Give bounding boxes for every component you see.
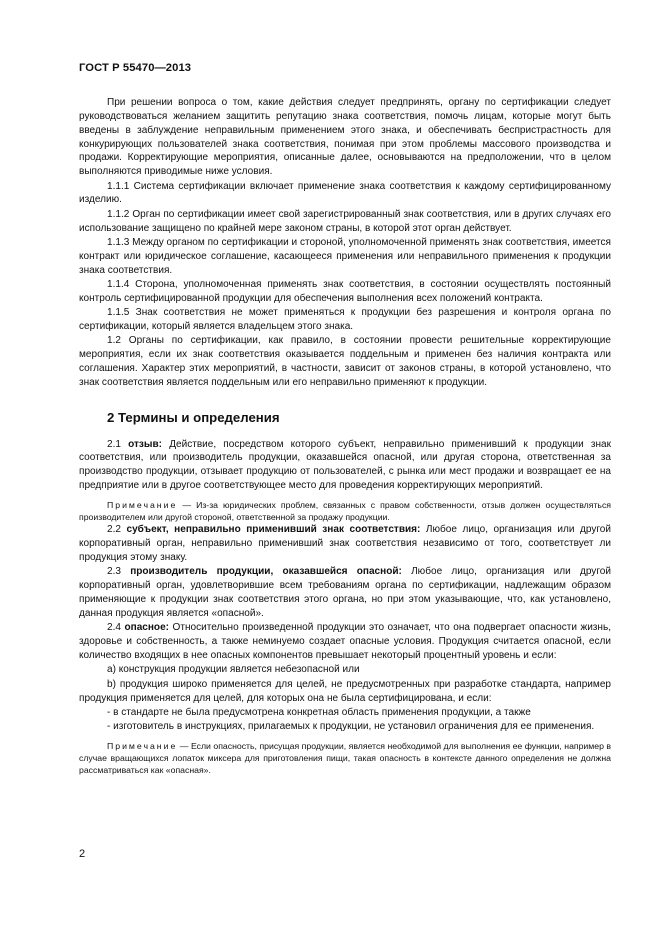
list-item-dash-1: - в стандарте не была предусмотрена конкретная область применения продукции, а также	[107, 706, 531, 718]
list-item-a: a) конструкция продукции является небезопасной или	[107, 664, 360, 676]
term-name: опасное:	[124, 622, 170, 634]
term-number: 2.1	[107, 438, 121, 450]
note-2	[79, 740, 611, 776]
term-2-1	[79, 438, 611, 493]
paragraph-1-1-3: 1.1.3 Между органом по сертификации и стороной, уполномоченной применять знак соответствия, имеется контракт или юридическое соглашение, касающееся применения или неправильного применения к продукции знака соответствия.	[79, 236, 611, 276]
note-text: — Из-за юридических проблем, связанных с правом собственности, отзыв должен осуществляться производителем или другой стороной, ответственной за продажу продукции.	[79, 499, 611, 522]
term-name: отзыв:	[128, 438, 163, 450]
term-definition: Любое лицо, организация или другой корпоративный орган, удовлетворившие всем требованиям органа по сертификации, надлежащим образом применяющие к продукции знак соответствия этого органа, но при этом указывающие, что, как установлено, данная продукция является «опасной».	[79, 566, 611, 619]
paragraph-1-1-5: 1.1.5 Знак соответствия не может применяться к продукции без разрешения и контроля органа по сертификации, который является владельцем этого знака.	[79, 307, 611, 332]
paragraph-1-2: 1.2 Органы по сертификации, как правило, в состоянии провести решительные корректирующие мероприятия, если их знак соответствия оказывается поддельным и применен без наличия контракта или соглашения. Характер этих мероприятий, в частности, зависит от законов страны, в которой установлено, что знак соответствия является поддельным или его неправильно применяют к продукции.	[79, 335, 611, 388]
term-name: субъект, неправильно применивший знак соответствия:	[126, 524, 421, 536]
note-text: — Если опасность, присущая продукции, является необходимой для выполнения ее функции, например в случае вращающихся лопаток миксера для приготовления пищи, такая опасность в контексте данного определения не должна рассматриваться как «опасная».	[79, 741, 612, 776]
document-body	[79, 96, 611, 776]
paragraph-1-1-1: 1.1.1 Система сертификации включает применение знака соответствия к каждому сертифицированному изделию.	[79, 180, 611, 206]
paragraph-intro: При решении вопроса о том, какие действия следует предпринять, органу по сертификации следует руководствоваться желанием защитить репутацию знака соответствия, помочь лицам, которые могут быть введены в заблуждение неправильным применением этого знака, и обеспечивать беспристрастность для конкурирующих пользователей знака соответствия, понимая при этом проблемы массового производства и продажи. Корректирующие мероприятия, описанные далее, основываются на предположении, что в целом выполняются приводимые ниже условия.	[79, 97, 611, 178]
term-2-2	[79, 523, 611, 565]
note-label: Примечание	[107, 741, 178, 752]
list-item-dash-2: - изготовитель в инструкциях, прилагаемых к продукции, не установил ограничения для ее применения.	[107, 721, 595, 733]
section-title: 2 Термины и определения	[107, 409, 280, 425]
note-1	[79, 499, 611, 523]
term-name: производитель продукции, оказавшейся опасной:	[130, 566, 402, 578]
term-definition: Относительно произведенной продукции это означает, что она подвергает опасности жизнь, здоровье и собственность, а также неминуемо создает опасные условия. Продукция считается опасной, если количество входящих в нее опасных компонентов превышает некоторый процентный уровень и если:	[79, 622, 611, 662]
term-number: 2.3	[107, 566, 121, 578]
term-definition: Любое лицо, организация или другой корпоративный орган, неправильно применивший знак соответствия независимо от того, соответствует ли продукция этому знаку.	[79, 524, 611, 564]
term-2-4	[79, 621, 611, 663]
paragraph-1-1-4: 1.1.4 Сторона, уполномоченная применять знак соответствия, в состоянии осуществлять постоянный контроль сертифицированной продукции для обеспечения выполнения всех положений контракта.	[79, 278, 611, 304]
term-number: 2.2	[107, 524, 121, 536]
paragraph-1-1-2: 1.1.2 Орган по сертификации имеет свой зарегистрированный знак соответствия, или в других случаях его использование защищено по крайней мере законом страны, в которой этот орган действует.	[79, 208, 611, 234]
list-item-b: b) продукция широко применяется для целей, не предусмотренных при разработке стандарта, например продукция применяется для целей, для которых она не была сертифицирована, и если:	[79, 678, 611, 704]
term-2-3	[79, 565, 611, 620]
page-number: 2	[79, 848, 86, 860]
term-number: 2.4	[107, 622, 121, 634]
note-label: Примечание	[107, 499, 178, 510]
document-header: ГОСТ Р 55470—2013	[79, 62, 192, 74]
term-definition: Действие, посредством которого субъект, неправильно применивший к продукции знак соответствия, или производитель продукции, оказавшейся опасной, или другая сторона, ответственная за производство продукции, отзывает продукцию от пользователей, с рынка или мест продажи и возвращает ее на предприятие или в другое соответствующее место для проведения корректирующих мероприятий.	[79, 438, 611, 492]
